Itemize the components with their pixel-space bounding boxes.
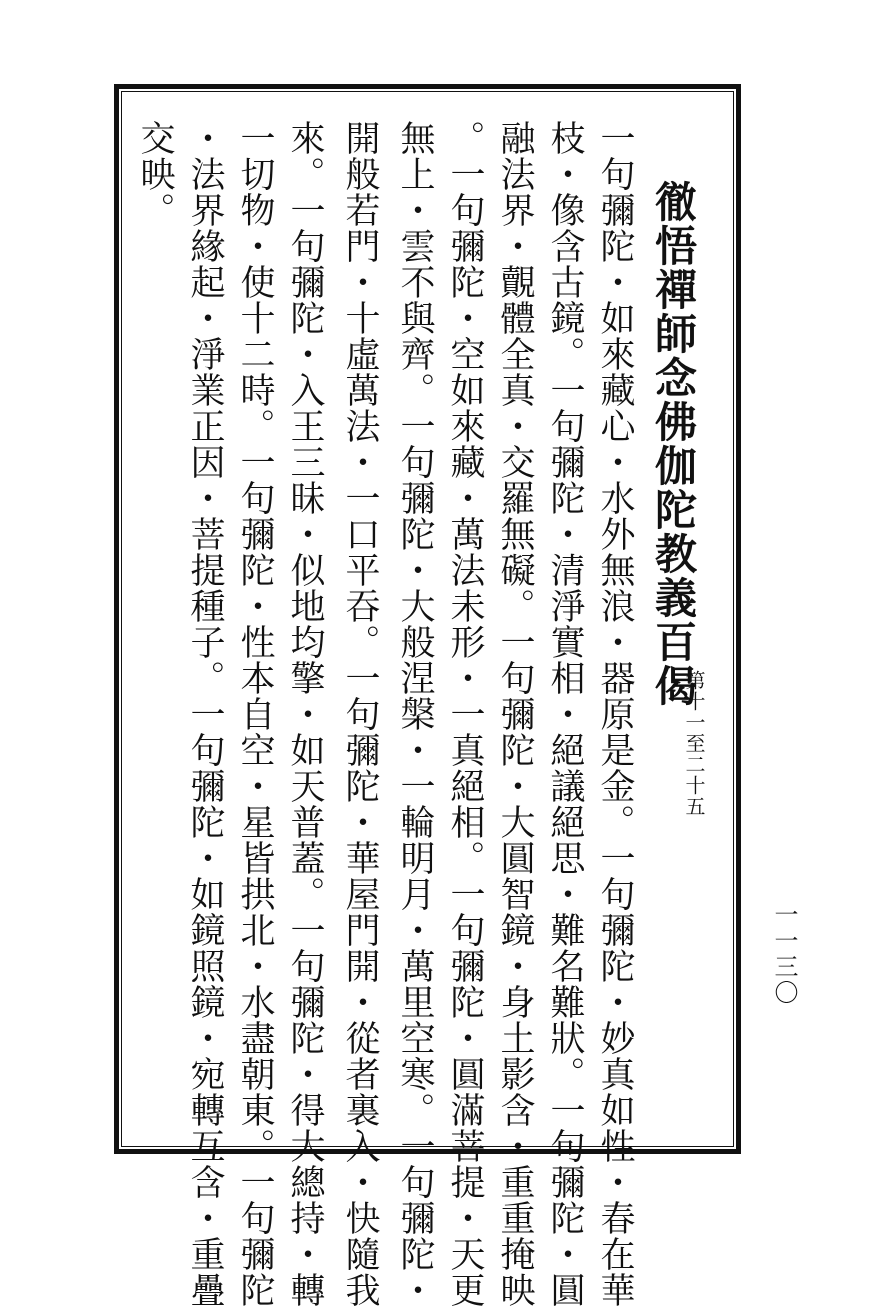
text-column: 融法界・覿體全真・交羅無礙。一句彌陀・大圓智鏡・身土影含・重重掩映 — [495, 120, 535, 1308]
text-column: 交映。 — [135, 120, 175, 228]
text-column: 無上・雲不與齊。一句彌陀・大般涅槃・一輪明月・萬里空寒。一句彌陀・ — [395, 120, 435, 1308]
text-column: 來。一句彌陀・入王三昧・似地均擎・如天普蓋。一句彌陀・得大總持・轉 — [285, 120, 325, 1308]
page-number: 一一三〇 — [770, 902, 798, 1006]
page-subtitle: 第十一至二十五 — [682, 670, 706, 817]
text-column: 開般若門・十虛萬法・一口平吞。一句彌陀・華屋門開・從者裏入・快隨我 — [340, 120, 380, 1308]
text-column: 枝・像含古鏡。一句彌陀・清淨實相・絕議絕思・難名難狀。一句彌陀・圓 — [545, 120, 585, 1308]
text-column: 一句彌陀・如來藏心・水外無浪・器原是金。一句彌陀・妙真如性・春在華 — [595, 120, 635, 1308]
text-column: 一切物・使十二時。一句彌陀・性本自空・星皆拱北・水盡朝東。一句彌陀 — [235, 120, 275, 1308]
text-column: ・法界緣起・淨業正因・菩提種子。一句彌陀・如鏡照鏡・宛轉互含・重疊 — [185, 120, 225, 1308]
text-column: 。一句彌陀・空如來藏・萬法未形・一真絕相。一句彌陀・圓滿菩提・天更 — [445, 120, 485, 1308]
page-title: 徹悟禪師念佛伽陀教義百偈 — [649, 180, 698, 708]
